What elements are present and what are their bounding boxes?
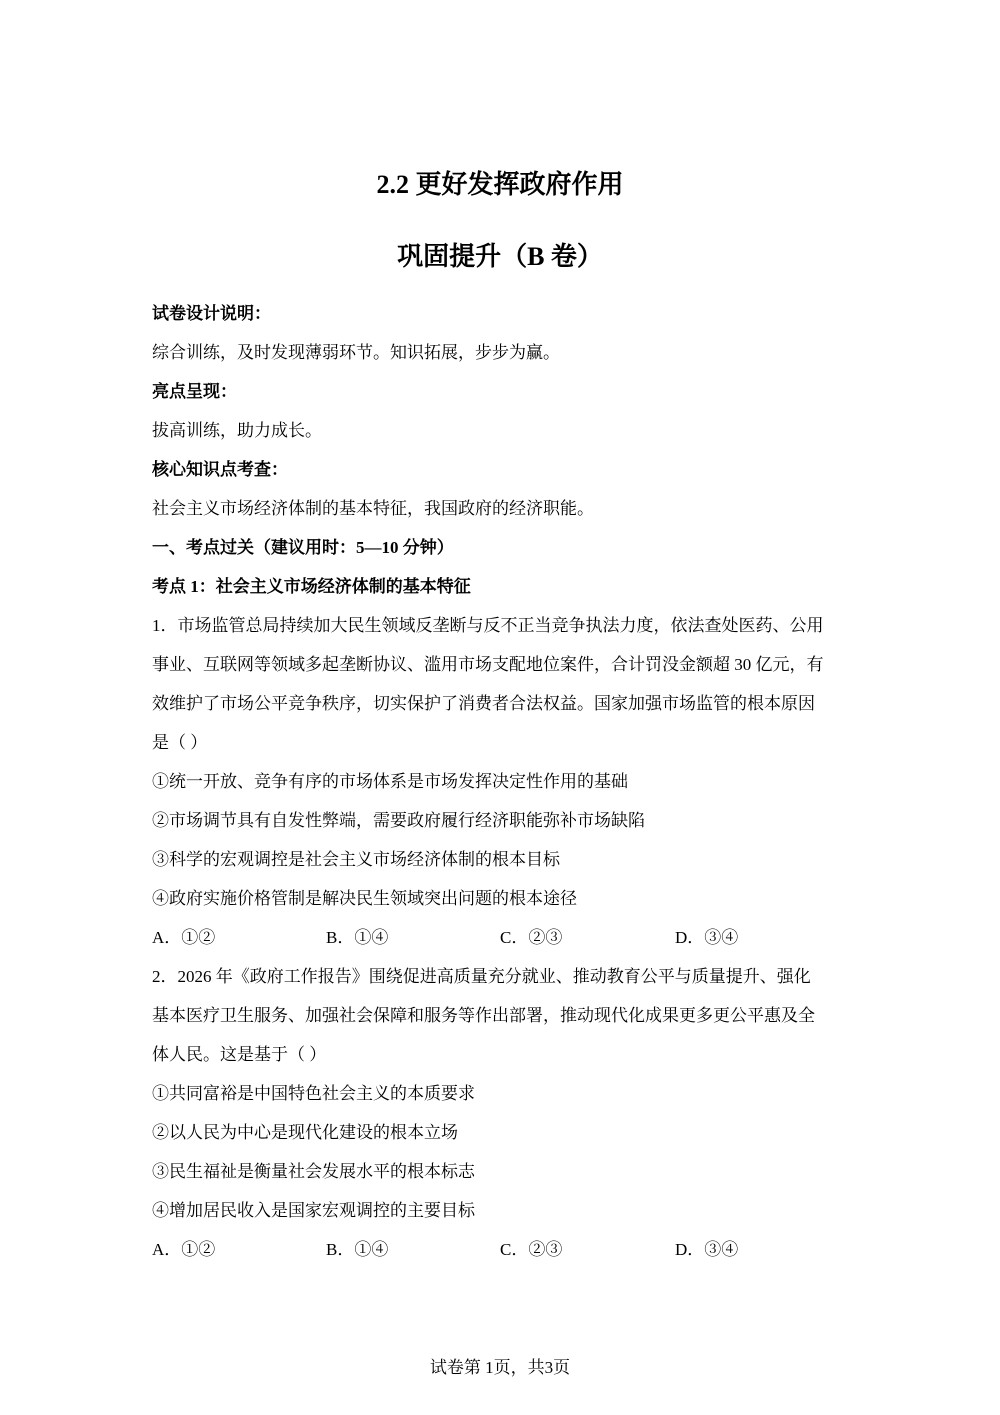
question-option: ④政府实施价格管制是解决民生领域突出问题的根本途径: [152, 889, 577, 908]
exam-content: [152, 300, 852, 1275]
highlight-label: 亮点呈现：: [152, 382, 237, 401]
choice-a: A．①②: [152, 928, 216, 947]
choice-b: B．①④: [326, 928, 389, 947]
question-stem-line: 是（ ）: [152, 733, 208, 752]
choice-c: C．②③: [500, 928, 563, 947]
question-stem-line: 2．2026 年《政府工作报告》围绕促进高质量充分就业、推动教育公平与质量提升、强化: [152, 967, 811, 986]
highlight-text: 拔高训练，助力成长。: [152, 421, 322, 440]
choice-a: A．①②: [152, 1240, 216, 1259]
question-stem-line: 基本医疗卫生服务、加强社会保障和服务等作出部署，推动现代化成果更多更公平惠及全: [152, 1006, 815, 1025]
core-knowledge-text: 社会主义市场经济体制的基本特征，我国政府的经济职能。: [152, 499, 594, 518]
question-stem-line: 体人民。这是基于（ ）: [152, 1045, 327, 1064]
topic-heading: 考点 1：社会主义市场经济体制的基本特征: [152, 577, 471, 596]
choice-b: B．①④: [326, 1240, 389, 1259]
answer-choices: [152, 1236, 852, 1275]
section-heading: 一、考点过关（建议用时：5—10 分钟）: [152, 538, 454, 557]
question-stem-line: 事业、互联网等领域多起垄断协议、滥用市场支配地位案件，合计罚没金额超 30 亿元，有: [152, 655, 824, 674]
question-option: ④增加居民收入是国家宏观调控的主要目标: [152, 1201, 475, 1220]
question-option: ②以人民为中心是现代化建设的根本立场: [152, 1123, 458, 1142]
design-text: 综合训练，及时发现薄弱环节。知识拓展，步步为赢。: [152, 343, 560, 362]
question-1: [152, 612, 852, 963]
core-knowledge-label: 核心知识点考查：: [152, 460, 288, 479]
page-title: 2.2 更好发挥政府作用: [376, 170, 624, 199]
choice-d: D．③④: [675, 928, 739, 947]
question-option: ①统一开放、竞争有序的市场体系是市场发挥决定性作用的基础: [152, 772, 628, 791]
question-2: [152, 963, 852, 1275]
question-option: ②市场调节具有自发性弊端，需要政府履行经济职能弥补市场缺陷: [152, 811, 645, 830]
choice-d: D．③④: [675, 1240, 739, 1259]
choice-c: C．②③: [500, 1240, 563, 1259]
question-option: ③科学的宏观调控是社会主义市场经济体制的根本目标: [152, 850, 560, 869]
question-stem-line: 1．市场监管总局持续加大民生领域反垄断与反不正当竞争执法力度，依法查处医药、公用: [152, 616, 824, 635]
page-footer: 试卷第 1页，共3页: [429, 1358, 571, 1377]
answer-choices: [152, 924, 852, 963]
page-subtitle: 巩固提升（B 卷）: [397, 242, 603, 271]
question-option: ①共同富裕是中国特色社会主义的本质要求: [152, 1084, 475, 1103]
design-label: 试卷设计说明：: [152, 304, 271, 323]
question-stem-line: 效维护了市场公平竞争秩序，切实保护了消费者合法权益。国家加强市场监管的根本原因: [152, 694, 815, 713]
question-option: ③民生福祉是衡量社会发展水平的根本标志: [152, 1162, 475, 1181]
